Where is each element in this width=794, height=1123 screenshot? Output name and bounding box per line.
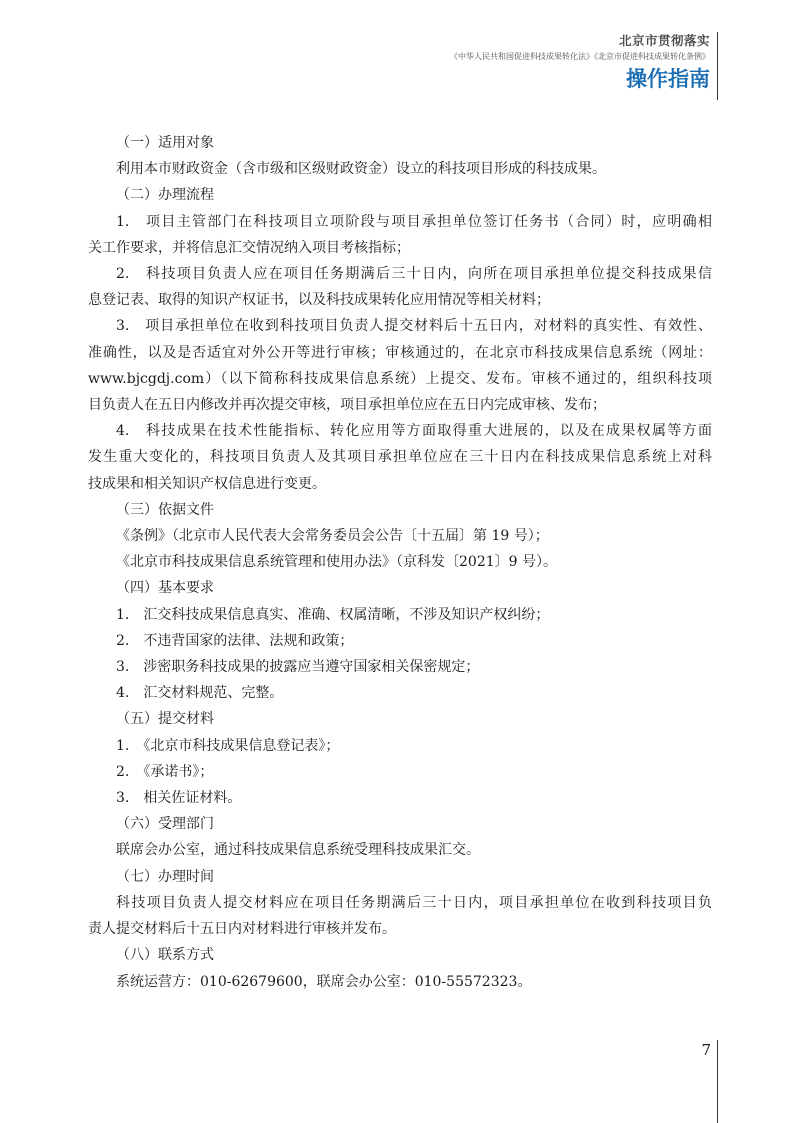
process-item-2: [88, 261, 712, 313]
processing-time-line-2: 责人提交材料后十五日内对材料进行审核并发布。: [88, 921, 396, 938]
requirement-item-4: 4. 汇交材料规范、完整。: [116, 685, 284, 702]
process-item-3-line-4: 目负责人在五日内修改并再次提交审核，项目承担单位应在五日内完成审核、发布；: [88, 397, 606, 414]
material-item-2: 2. 《承诺书》；: [116, 763, 214, 780]
section-heading-basic-requirements: （四）基本要求: [116, 580, 214, 597]
footer-divider: [717, 1040, 718, 1123]
header-section-title: 操作指南: [626, 67, 710, 91]
paragraph-applicable-objects: 利用本市财政资金（含市级和区级财政资金）设立的科技项目形成的科技成果。: [116, 161, 606, 178]
process-item-1-line-2: 关工作要求，并将信息汇交情况纳入项目考核指标；: [88, 239, 410, 256]
process-item-2-line-2: 息登记表、取得的知识产权证书，以及科技成果转化应用情况等相关材料；: [88, 292, 550, 309]
requirement-item-3: 3. 涉密职务科技成果的披露应当遵守国家相关保密规定；: [116, 659, 480, 676]
section-heading-processing-time: （七）办理时间: [116, 868, 214, 885]
process-item-4: [88, 418, 712, 497]
process-item-1-line-1: 1. 项目主管部门在科技项目立项阶段与项目承担单位签订任务书（合同）时，应明确相: [116, 213, 712, 230]
requirement-item-1: 1. 汇交科技成果信息真实、准确、权属清晰，不涉及知识产权纠纷；: [116, 606, 550, 623]
process-item-3: [88, 313, 712, 418]
section-heading-submission-materials: （五）提交材料: [116, 711, 214, 728]
section-heading-accepting-department: （六）受理部门: [116, 816, 214, 833]
process-item-1: [88, 209, 712, 261]
basis-document-2: 《北京市科技成果信息系统管理和使用办法》（京科发〔2021〕9 号）。: [116, 554, 557, 571]
basis-document-1: 《条例》（北京市人民代表大会常务委员会公告〔十五届〕第 19 号）；: [116, 528, 549, 545]
section-heading-process: （二）办理流程: [116, 187, 214, 204]
paragraph-accepting-department: 联席会办公室，通过科技成果信息系统受理科技成果汇交。: [116, 842, 480, 859]
processing-time-line-1: 科技项目负责人提交材料应在项目任务期满后三十日内，项目承担单位在收到科技项目负: [116, 894, 712, 911]
paragraph-processing-time: [88, 890, 712, 942]
material-item-3: 3. 相关佐证材料。: [116, 790, 242, 807]
section-heading-applicable-objects: （一）适用对象: [116, 135, 214, 151]
process-item-3-line-3: www.bjcgdj.com）（以下简称科技成果信息系统）上提交、发布。审核不通过的，组织科技项: [88, 370, 712, 387]
section-heading-contact: （八）联系方式: [116, 947, 214, 964]
process-item-3-line-1: 3. 项目承担单位在收到科技项目负责人提交材料后十五日内，对材料的真实性、有效性、: [116, 318, 712, 335]
header-title: 北京市贯彻落实: [618, 33, 710, 48]
paragraph-contact: 系统运营方：010-62679600，联席会办公室：010-55572323。: [116, 973, 532, 990]
material-item-1: 1. 《北京市科技成果信息登记表》；: [116, 737, 340, 754]
process-item-4-line-2: 发生重大变化的，科技项目负责人及其项目承担单位应在三十日内在科技成果信息系统上对科: [88, 449, 712, 466]
page-number: 7: [701, 1041, 711, 1059]
section-heading-basis-documents: （三）依据文件: [116, 501, 214, 518]
header-divider: [717, 32, 718, 100]
process-item-4-line-1: 4. 科技成果在技术性能指标、转化应用等方面取得重大进展的，以及在成果权属等方面: [116, 423, 712, 440]
running-header: [450, 33, 710, 93]
process-item-3-line-2: 准确性，以及是否适宜对外公开等进行审核；审核通过的，在北京市科技成果信息系统（网址：: [88, 344, 712, 361]
requirement-item-2: 2. 不违背国家的法律、法规和政策；: [116, 632, 354, 649]
header-subtitle: 《中华人民共和国促进科技成果转化法》《北京市促进科技成果转化条例》: [450, 52, 710, 61]
process-item-4-line-3: 技成果和相关知识产权信息进行变更。: [88, 475, 326, 492]
document-body: [88, 130, 712, 995]
process-item-2-line-1: 2. 科技项目负责人应在项目任务期满后三十日内，向所在项目承担单位提交科技成果信: [116, 266, 712, 283]
